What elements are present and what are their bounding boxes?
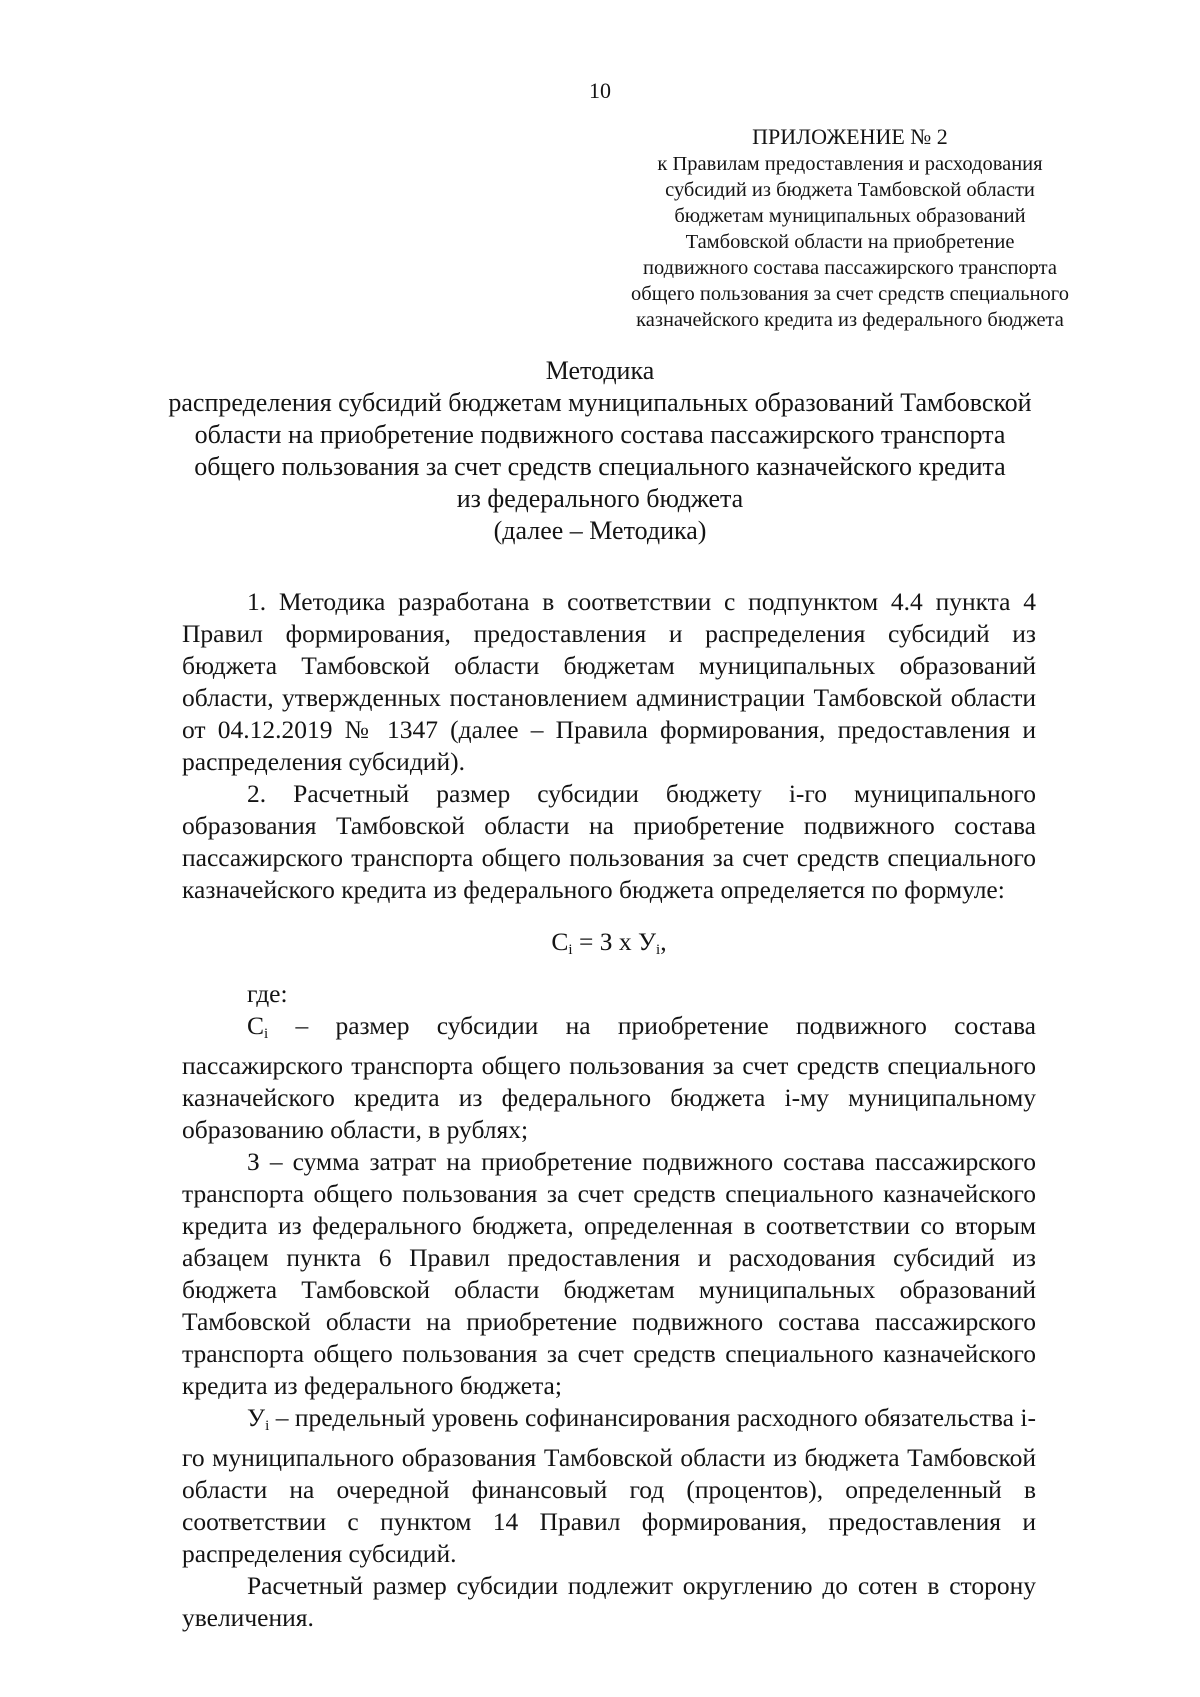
- definition-z: З – сумма затрат на приобретение подвижного состава пассажирского транспорта общего пользования за счет средств специального казначейского кредита из федерального бюджета, определенная в соответствии со вторым абзацем пункта 6 Правил предоставления и расходования субсидий из бюджета Тамбовской области бюджетам муниципальных образований Тамбовской области на приобретение подвижного состава пассажирского транспорта общего пользования за счет средств специального казначейского кредита из федерального бюджета;: [182, 1147, 1036, 1400]
- method-title-line: распределения субсидий бюджетам муниципальных образований Тамбовской: [168, 388, 1032, 417]
- appendix-line: казначейского кредита из федерального бюджета: [636, 309, 1064, 331]
- definition-y-sub: i: [265, 1418, 270, 1434]
- final-paragraph: Расчетный размер субсидии подлежит округлению до сотен в сторону увеличения.: [182, 1571, 1036, 1632]
- appendix-line: подвижного состава пассажирского транспорта: [643, 257, 1057, 279]
- method-title-line: области на приобретение подвижного состава пассажирского транспорта: [194, 420, 1006, 449]
- method-title-line: общего пользования за счет средств специального казначейского кредита: [194, 452, 1006, 481]
- definition-c-sub: i: [264, 1026, 269, 1042]
- formula-middle: = З х У: [572, 927, 657, 956]
- formula-y-sub: i: [656, 942, 661, 958]
- definition-c-text: – размер субсидии на приобретение подвижного состава пассажирского транспорта общего пользования за счет средств специального казначейского кредита из федерального бюджета i-му муниципальному образованию области, в рублях;: [182, 1011, 1036, 1144]
- where-label: где:: [247, 979, 288, 1008]
- appendix-line: общего пользования за счет средств специального: [631, 283, 1069, 305]
- paragraph-2: 2. Расчетный размер субсидии бюджету i-го муниципального образования Тамбовской области на приобретение подвижного состава пассажирского транспорта общего пользования за счет средств специального казначейского кредита из федерального бюджета определяется по формуле:: [182, 779, 1036, 904]
- formula-c-sub: i: [568, 942, 573, 958]
- appendix-line: субсидий из бюджета Тамбовской области: [665, 179, 1035, 201]
- appendix-title: ПРИЛОЖЕНИЕ № 2: [752, 124, 948, 149]
- document-body: [182, 586, 1036, 1634]
- method-title-line: (далее – Методика): [493, 516, 707, 545]
- paragraph-1: 1. Методика разработана в соответствии с подпунктом 4.4 пункта 4 Правил формирования, предоставления и распределения субсидий из бюджета Тамбовской области бюджетам муниципальных образований области, утвержденных постановлением администрации Тамбовской области от 04.12.2019 № 1347 (далее – Правила формирования, предоставления и распределения субсидий).: [182, 587, 1036, 776]
- appendix-header: [590, 123, 1110, 333]
- definition-y-symbol: У: [247, 1403, 266, 1432]
- definition-c-symbol: С: [247, 1011, 265, 1040]
- formula-end: ,: [660, 927, 667, 956]
- appendix-line: бюджетам муниципальных образований: [674, 205, 1026, 227]
- method-title-line: Методика: [545, 356, 655, 385]
- definition-y: [182, 1402, 1036, 1570]
- definition-y-text: – предельный уровень софинансирования расходного обязательства i-го муниципального образования Тамбовской области из бюджета Тамбовской области на очередной финансовый год (процентов), определенный в соответствии с пунктом 14 Правил формирования, предоставления и распределения субсидий.: [182, 1403, 1036, 1568]
- appendix-line: Тамбовской области на приобретение: [685, 231, 1015, 253]
- page-number: 10: [589, 78, 611, 103]
- method-title-line: из федерального бюджета: [456, 484, 744, 513]
- formula: [182, 926, 1036, 966]
- appendix-line: к Правилам предоставления и расходования: [657, 153, 1043, 175]
- formula-c: С: [551, 927, 569, 956]
- method-title: [160, 355, 1040, 547]
- definition-c: [182, 1010, 1036, 1146]
